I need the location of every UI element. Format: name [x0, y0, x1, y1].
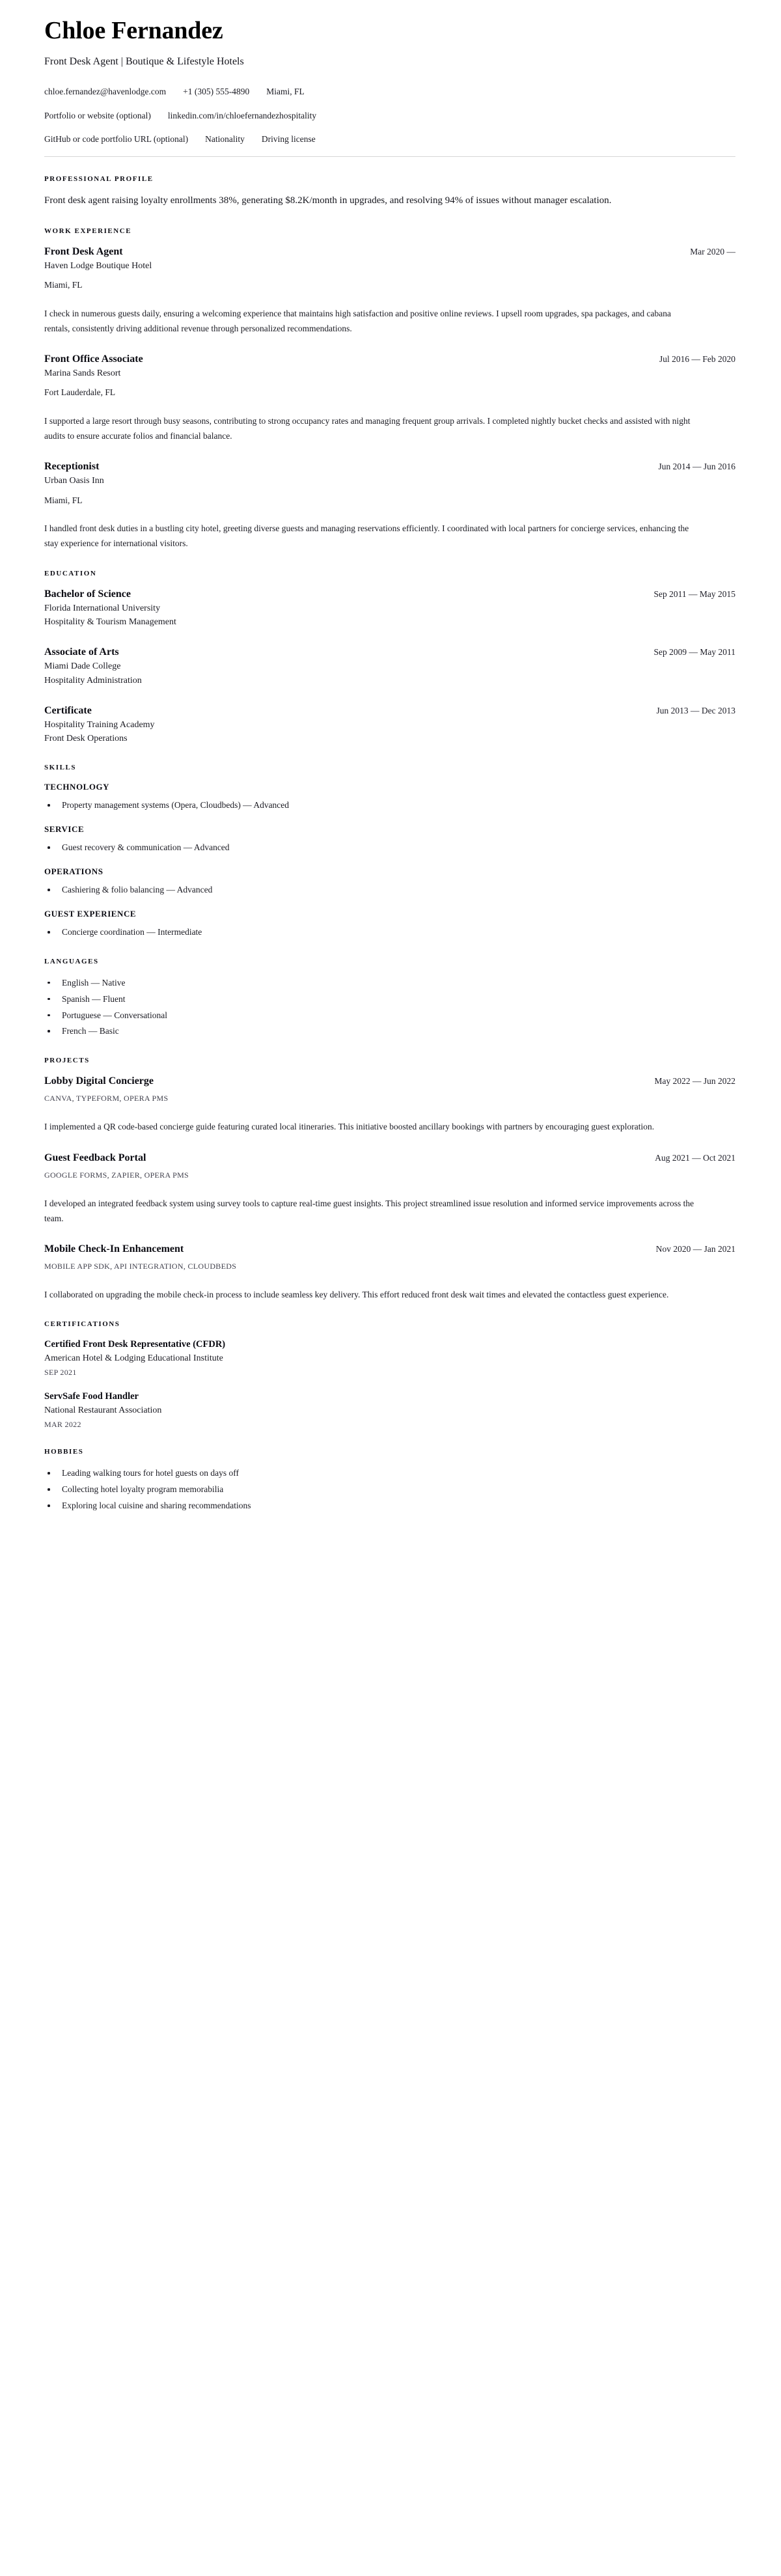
contact-line-links — [44, 109, 735, 122]
work-location: Miami, FL — [44, 280, 83, 290]
work-job-title: Receptionist — [44, 461, 100, 473]
education-field: Hospitality Administration — [44, 675, 142, 686]
certification-entry — [44, 1391, 735, 1430]
contact-github[interactable]: GitHub or code portfolio URL (optional) — [44, 133, 189, 144]
work-job-title: Front Desk Agent — [44, 245, 123, 257]
skill-list — [44, 883, 735, 897]
project-tech-stack: MOBILE APP SDK, API INTEGRATION, CLOUDBEDS — [44, 1261, 237, 1271]
work-company: Urban Oasis Inn — [44, 476, 104, 486]
contact-line-extra — [44, 133, 735, 146]
language-list — [44, 976, 735, 1038]
education-date-range: Sep 2009 — May 2011 — [653, 647, 735, 658]
skill-group-operations — [44, 866, 735, 897]
certification-issuer: American Hotel & Lodging Educational Institute — [44, 1353, 223, 1364]
project-date-range: Nov 2020 — Jan 2021 — [655, 1243, 735, 1254]
education-field: Hospitality & Tourism Management — [44, 616, 176, 627]
project-tech-stack: GOOGLE FORMS, ZAPIER, OPERA PMS — [44, 1170, 189, 1180]
section-work-experience — [44, 227, 735, 551]
project-entry — [44, 1075, 735, 1134]
project-entry — [44, 1152, 735, 1226]
work-job-title: Front Office Associate — [44, 353, 143, 365]
section-heading-work: WORK EXPERIENCE — [44, 227, 132, 235]
work-date-range: Mar 2020 — — [690, 246, 735, 256]
project-date-range: May 2022 — Jun 2022 — [654, 1076, 735, 1087]
contact-email[interactable]: chloe.fernandez@havenlodge.com — [44, 87, 167, 97]
language-item: Portuguese — Conversational — [44, 1008, 735, 1023]
project-description: I developed an integrated feedback system using survey tools to capture real-time guest insights. This project streamlined issue resolution and informed service improvements across the team. — [44, 1198, 694, 1223]
certification-name: ServSafe Food Handler — [44, 1391, 139, 1402]
work-company: Haven Lodge Boutique Hotel — [44, 260, 152, 271]
contact-nationality: Nationality — [205, 133, 245, 144]
work-date-range: Jul 2016 — Feb 2020 — [659, 354, 735, 365]
certification-date: MAR 2022 — [44, 1420, 81, 1430]
contact-linkedin[interactable]: linkedin.com/in/chloefernandezhospitality — [167, 110, 317, 120]
education-field: Front Desk Operations — [44, 734, 128, 744]
work-location: Miami, FL — [44, 495, 83, 505]
work-description: I supported a large resort through busy seasons, contributing to strong occupancy rates and managing frequent group arrivals. I completed nightly bucket checks and assisted with night audits to ensure accurate folios and financial balance. — [44, 415, 691, 441]
hobby-item: Leading walking tours for hotel guests on days off — [44, 1466, 735, 1480]
skill-list — [44, 925, 735, 939]
education-date-range: Jun 2013 — Dec 2013 — [656, 705, 735, 715]
section-languages — [44, 958, 735, 1038]
skill-item: Concierge coordination — Intermediate — [44, 925, 735, 939]
hobby-list — [44, 1466, 735, 1513]
certification-issuer: National Restaurant Association — [44, 1406, 162, 1416]
contact-driving-license: Driving license — [261, 133, 316, 144]
section-professional-profile — [44, 175, 735, 209]
section-skills — [44, 764, 735, 939]
section-heading-certifications: CERTIFICATIONS — [44, 1320, 120, 1329]
work-description: I handled front desk duties in a bustling city hotel, greeting diverse guests and managing reservations efficiently. I coordinated with local partners for concierge services, enhancing the stay experience for international visitors. — [44, 523, 689, 549]
education-degree: Certificate — [44, 704, 92, 716]
section-heading-projects: PROJECTS — [44, 1057, 90, 1065]
skill-category-label: TECHNOLOGY — [44, 782, 110, 792]
hobby-item: Exploring local cuisine and sharing recommendations — [44, 1499, 735, 1513]
project-entry-header — [44, 1075, 735, 1088]
skill-item: Guest recovery & communication — Advanced — [44, 840, 735, 855]
section-heading-skills: SKILLS — [44, 764, 77, 772]
work-date-range: Jun 2014 — Jun 2016 — [658, 462, 735, 472]
contact-location: Miami, FL — [266, 87, 305, 97]
work-entry — [44, 353, 735, 443]
skill-list — [44, 840, 735, 855]
work-location: Fort Lauderdale, FL — [44, 387, 116, 398]
project-name: Guest Feedback Portal — [44, 1152, 146, 1163]
section-heading-hobbies: HOBBIES — [44, 1448, 84, 1456]
project-name: Lobby Digital Concierge — [44, 1075, 154, 1087]
skill-item: Property management systems (Opera, Cloudbeds) — Advanced — [44, 798, 735, 812]
work-entry — [44, 460, 735, 551]
project-entry-header — [44, 1243, 735, 1256]
project-tech-stack: CANVA, TYPEFORM, OPERA PMS — [44, 1094, 169, 1103]
work-company: Marina Sands Resort — [44, 368, 121, 379]
skill-group-technology — [44, 782, 735, 812]
education-date-range: Sep 2011 — May 2015 — [653, 589, 735, 599]
project-date-range: Aug 2021 — Oct 2021 — [655, 1152, 735, 1163]
contact-portfolio[interactable]: Portfolio or website (optional) — [44, 110, 151, 120]
skill-group-service — [44, 824, 735, 855]
education-entry-header — [44, 588, 735, 601]
certification-name: Certified Front Desk Representative (CFDR) — [44, 1339, 226, 1350]
education-entry — [44, 704, 735, 746]
certification-date: SEP 2021 — [44, 1368, 77, 1378]
work-entry-header — [44, 460, 735, 473]
hobby-item: Collecting hotel loyalty program memorabilia — [44, 1482, 735, 1497]
education-degree: Associate of Arts — [44, 646, 119, 658]
work-entry-header — [44, 353, 735, 366]
skill-category-label: GUEST EXPERIENCE — [44, 909, 137, 919]
education-school: Hospitality Training Academy — [44, 719, 155, 730]
skill-item: Cashiering & folio balancing — Advanced — [44, 883, 735, 897]
section-heading-education: EDUCATION — [44, 569, 97, 577]
work-entry-header — [44, 245, 735, 258]
work-description: I check in numerous guests daily, ensuring a welcoming experience that maintains high satisfaction and positive online reviews. I upsell room upgrades, spa packages, and cabana rentals, consistently driving additional revenue through personalized recommendations. — [44, 308, 671, 333]
education-entry-header — [44, 646, 735, 659]
education-degree: Bachelor of Science — [44, 588, 131, 600]
education-school: Florida International University — [44, 603, 161, 613]
candidate-tagline: Front Desk Agent | Boutique & Lifestyle Hotels — [44, 55, 244, 67]
profile-summary-text: Front desk agent raising loyalty enrollments 38%, generating $8.2K/month in upgrades, and resolving 94% of issues without manager escalation. — [44, 195, 612, 206]
contact-phone[interactable]: +1 (305) 555-4890 — [183, 87, 250, 97]
language-item: French — Basic — [44, 1024, 735, 1038]
skill-category-label: OPERATIONS — [44, 866, 103, 877]
language-item: Spanish — Fluent — [44, 992, 735, 1006]
section-heading-languages: LANGUAGES — [44, 957, 99, 965]
header-divider — [44, 156, 735, 157]
project-description: I collaborated on upgrading the mobile check-in process to include seamless key delivery. This effort reduced front desk wait times and elevated the contactless guest experience. — [44, 1289, 669, 1299]
project-description: I implemented a QR code-based concierge guide featuring curated local itineraries. This initiative boosted ancillary bookings with partners by encouraging guest exploration. — [44, 1122, 655, 1132]
language-item: English — Native — [44, 976, 735, 990]
skill-category-label: SERVICE — [44, 824, 85, 835]
education-entry — [44, 588, 735, 630]
work-entry — [44, 245, 735, 336]
section-heading-profile: PROFESSIONAL PROFILE — [44, 175, 154, 184]
project-entry — [44, 1243, 735, 1302]
candidate-name: Chloe Fernandez — [44, 17, 223, 44]
education-entry — [44, 646, 735, 687]
resume-header — [44, 17, 735, 157]
section-certifications — [44, 1320, 735, 1430]
education-school: Miami Dade College — [44, 661, 121, 672]
section-hobbies — [44, 1448, 735, 1513]
project-entry-header — [44, 1152, 735, 1165]
skill-group-guest-experience — [44, 909, 735, 939]
project-name: Mobile Check-In Enhancement — [44, 1243, 184, 1254]
contact-line-primary — [44, 85, 735, 98]
section-education — [44, 570, 735, 746]
section-projects — [44, 1057, 735, 1302]
certification-entry — [44, 1338, 735, 1378]
education-entry-header — [44, 704, 735, 717]
skill-list — [44, 798, 735, 812]
